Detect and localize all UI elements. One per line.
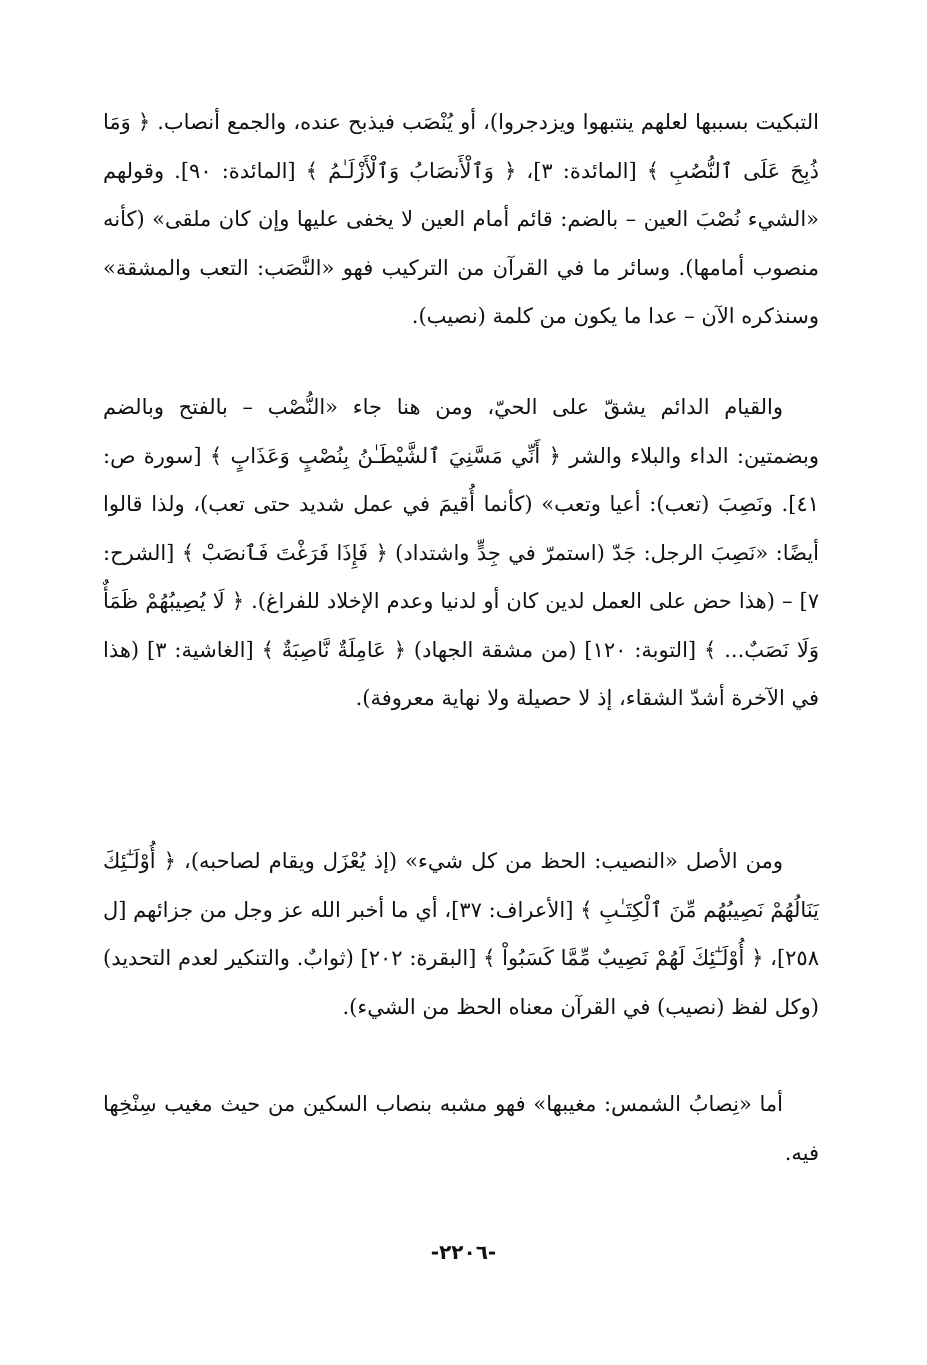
paragraph-nisab-sun: أما «نِصابُ الشمس: مغيبها» فهو مشبه بنصاب السكين من حيث مغيب سِنْخِها فيه. (103, 1092, 819, 1165)
paragraph-4-block (103, 1080, 819, 1177)
page-number: -٢٢٠٦- (430, 1240, 497, 1264)
paragraph-1-block (103, 98, 819, 341)
paragraph-3-block (103, 837, 819, 1031)
paragraph-2-block (103, 383, 819, 723)
paragraph-nasab-fatigue: والقيام الدائم يشقّ على الحيّ، ومن هنا جاء «النُّصْب – بالفتح وبالضم وبضمتين: الداء والبلاء والشر ﴿ أَنِّي مَسَّنِيَ ٱلشَّيْطَـٰنُ بِنُصْبٍ وَعَذَابٍ ﴾ [سورة ص: ٤١]. ونَصِبَ (تعب): أعيا وتعب» (كأنما أُقيمَ في عمل شديد حتى تعب)، ولذا قالوا أيضًا: «نَصِبَ الرجل: جَدّ (استمرّ في جِدٍّ واشتداد) ﴿ فَإِذَا فَرَغْتَ فَٱنصَبْ ﴾ [الشرح: ٧] – (هذا حض على العمل لدين كان أو لدنيا وعدم الإخلاد للفراغ). ﴿ لَا يُصِيبُهُمْ ظَمَأٌ وَلَا نَصَبٌ... ﴾ [التوبة: ١٢٠] (من مشقة الجهاد) ﴿ عَامِلَةٌ نَّاصِبَةٌ ﴾ [الغاشية: ٣] (هذا في الآخرة أشدّ الشقاء، إذ لا حصيلة ولا نهاية معروفة). (103, 395, 819, 710)
paragraph-nasb-definition: التبكيت بسببها لعلهم ينتبهوا ويزدجروا)، أو يُنْصَب فيذبح عنده، والجمع أنصاب. ﴿ وَمَا ذُبِحَ عَلَى ٱلنُّصُبِ ﴾ [المائدة: ٣]، ﴿ وَٱلْأَنصَابُ وَٱلْأَزْلَـٰمُ ﴾ [المائدة: ٩٠]. وقولهم «الشيء نُصْبَ العين – بالضم: قائم أمام العين لا يخفى عليها وإن كان ملقى» (كأنه منصوب أمامها). وسائر ما في القرآن من التركيب فهو «النَّصَب: التعب والمشقة» وسنذكره الآن – عدا ما يكون من كلمة (نصيب). (103, 110, 819, 328)
paragraph-nasib-share: ومن الأصل «النصيب: الحظ من كل شيء» (إذ يُعْزَل ويقام لصاحبه)، ﴿ أُوْلَـٰٓئِكَ يَنَالُهُمْ نَصِيبُهُم مِّنَ ٱلْكِتَـٰبِ ﴾ [الأعراف: ٣٧]، أي ما أخبر الله عز وجل من جزائهم [ل ٢٥٨]، ﴿ أُوْلَـٰٓئِكَ لَهُمْ نَصِيبٌ مِّمَّا كَسَبُواْ ﴾ [البقرة: ٢٠٢] (ثوابٌ. والتنكير لعدم التحديد) (وكل لفظ (نصيب) في القرآن معناه الحظ من الشيء). (103, 849, 819, 1019)
